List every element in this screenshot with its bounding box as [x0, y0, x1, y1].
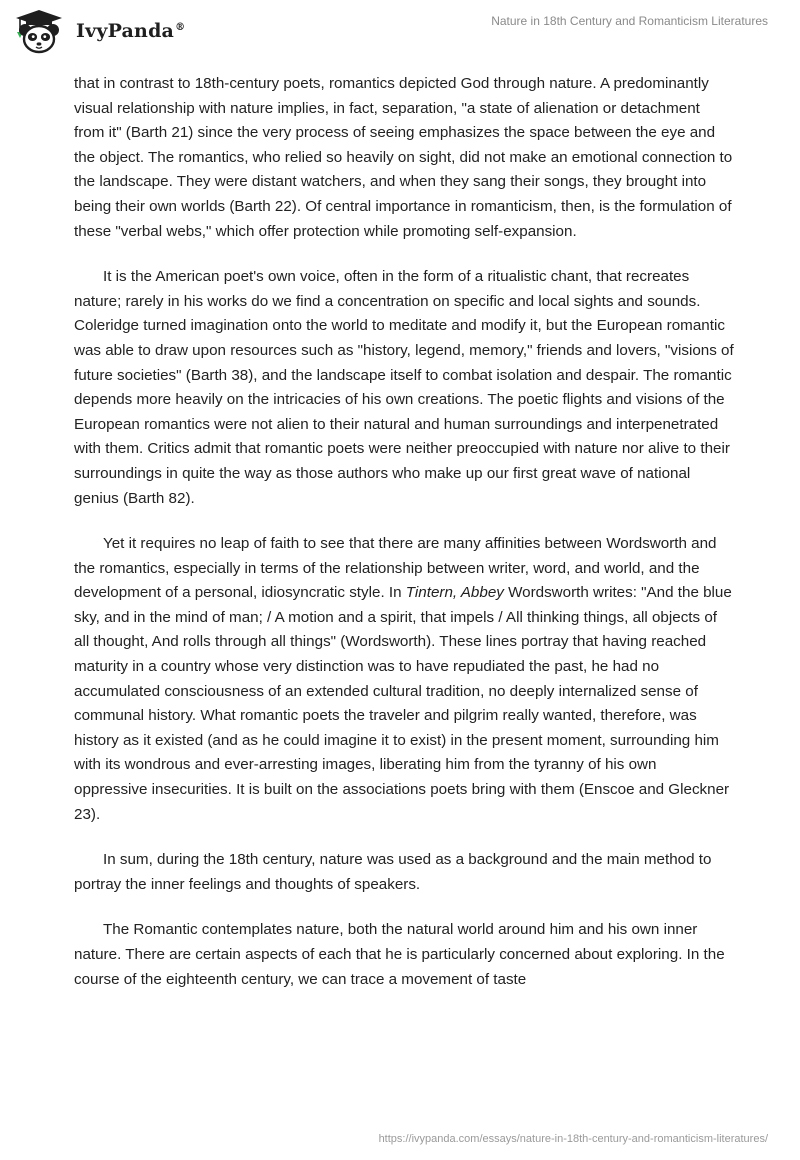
brand-name: IvyPanda: [76, 20, 175, 42]
essay-paragraph: [74, 848, 734, 897]
essay-paragraph: [74, 918, 734, 992]
paragraph-text: Yet it requires no leap of faith to see that there are many affinities between Wordsworth and the romantics, especially in terms of the relationship between writer, word, and world, and the development of a personal, idiosyncratic style. In: [74, 535, 717, 602]
panda-graduate-icon: [12, 8, 66, 54]
paragraph-text: Wordsworth writes: "And the blue sky, and in the mind of man; / A motion and a spirit, that impels / All thinking things, all objects of all thought, And rolls through all things" (Wordsworth). These lines portray that having reached maturity in a country whose very distinction was to have repudiated the past, he had no accumulated consciousness of an extended cultural tradition, no deeply internalized sense of communal history. What romantic poets the traveler and pilgrim really wanted, therefore, was history as it existed (and as he could imagine it to exist) in the present moment, surrounding him with its wondrous and ever-arresting images, liberating him from the tyranny of his own oppressive insecurities. It is built on the associations poets bring with them (Enscoe and Gleckner 23).: [74, 584, 732, 823]
page-header: [0, 0, 800, 60]
source-url: https://ivypanda.com/essays/nature-in-18th-century-and-romanticism-literatures/: [378, 1133, 768, 1145]
work-title: Tintern, Abbey: [405, 584, 504, 602]
paragraph-text: In sum, during the 18th century, nature was used as a background and the main method to portray the inner feelings and thoughts of speakers.: [74, 851, 712, 893]
essay-paragraph: [74, 265, 734, 511]
paragraph-text: It is the American poet's own voice, often in the form of a ritualistic chant, that recreates nature; rarely in his works do we find a concentration on specific and local sights and sounds. Coleridge turned imagination onto the world to meditate and modify it, but the European romantic was able to draw upon resources such as "history, legend, memory," friends and lovers, "visions of future societies" (Barth 38), and the landscape itself to combat isolation and despair. The romantic depends more heavily on the intricacies of his own creations. The poetic flights and visions of the European romantics were not alien to their natural and human surroundings and interpenetrated with them. Critics admit that romantic poets were neither preoccupied with nature nor alive to their surroundings in quite the way as those authors who make up our first great wave of national genius (Barth 82).: [74, 268, 734, 507]
document-title: Nature in 18th Century and Romanticism Literatures: [491, 14, 768, 28]
essay-paragraph: [74, 72, 734, 244]
essay-paragraph: [74, 532, 734, 827]
ivypanda-logo[interactable]: [12, 8, 185, 54]
registered-mark: ®: [175, 21, 186, 33]
logo-wordmark: [76, 20, 185, 42]
paragraph-text: that in contrast to 18th-century poets, romantics depicted God through nature. A predominantly visual relationship with nature implies, in fact, separation, "a state of alienation or detachment from it" (Barth 21) since the very process of seeing emphasizes the space between the eye and the object. The romantics, who relied so heavily on sight, did not make an emotional connection to the landscape. They were distant watchers, and when they sang their songs, they brought into being their own worlds (Barth 22). Of central importance in romanticism, then, is the formulation of these "verbal webs," which offer protection while promoting self-expansion.: [74, 75, 733, 240]
essay-body: [74, 72, 734, 1013]
paragraph-text: The Romantic contemplates nature, both the natural world around him and his own inner nature. There are certain aspects of each that he is particularly concerned about exploring. In the course of the eighteenth century, we can trace a movement of taste: [74, 921, 725, 988]
